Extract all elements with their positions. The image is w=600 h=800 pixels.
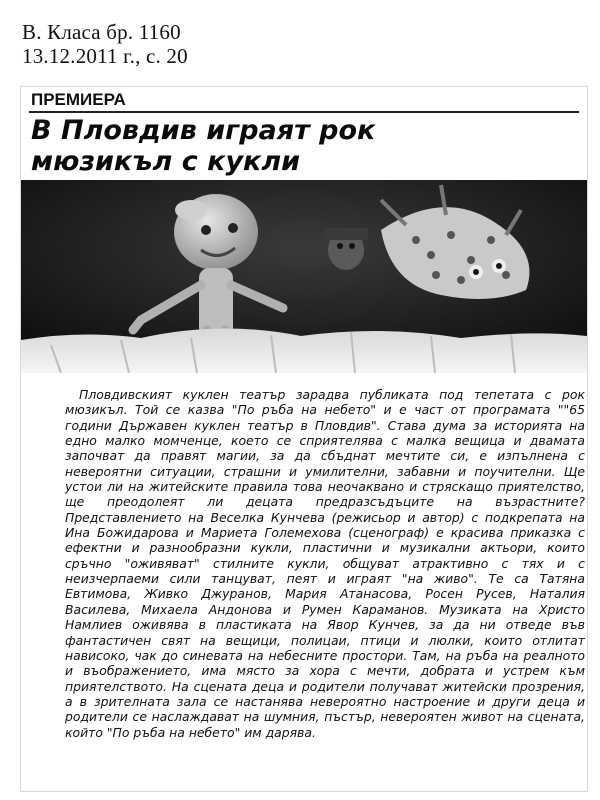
article-clipping <box>20 86 588 792</box>
source-publication: В. Класа бр. 1160 <box>22 20 181 44</box>
puppet-photo <box>21 180 587 373</box>
article-rubric: ПРЕМИЕРА <box>31 90 126 109</box>
source-date-page: 13.12.2011 г., с. 20 <box>22 44 188 68</box>
headline-line-1: В Пловдив играят рок <box>31 115 376 146</box>
headline-line-2: мюзикъл с кукли <box>31 146 301 177</box>
rubric-divider <box>29 111 579 113</box>
article-body: Пловдивският куклен театър зарадва публиката под тепетата с рок мюзикъл. Той се казва "По ръба на небето" и е част от програмата ""65 години Държавен куклен театър в Пловдив". Става дума за историята на едно малко момченце, което се сприятелява с малка вещица и двамата започват да правят магии, за да сбъднат мечтите си, е изпълнена с невероятни ситуации, страшни и умилителни, забавни и поучителни. Ще устои ли на житейските правила това неочаквано и стряскащо приятелство, ще преодолеят ли децата предразсъдъците на възрастните? Представлението на Веселка Кунчева (режисьор и автор) с подкрепата на Ина Божидарова и Мариета Големехова (сценограф) е красива приказка с ефектни и разнообразни кукли, пластични и музикални актьори, които сръчно "оживяват" стилните кукли, общуват атрактивно с тях и с неизчерпаеми сили танцуват, пеят и играят "на живо". Те са Татяна Евтимова, Живко Джуранов, Мария Атанасова, Росен Русев, Наталия Василева, Михаела Андонова и Румен Караманов. Музиката на Христо Намлиев оживява в пластиката на Явор Кунчев, за да ни отведе във фантастичен свят на вещици, полицаи, птици и люлки, които отлитат нависоко, чак до синевата на небесните простори. Там, на ръба на реалното и въображението, има място за хора с мечти, добрата и устрем към приятелството. На сцената деца и родители получават житейски прозрения, а в зрителната зала се настанява невероятно настроение и други деца и родители се наслаждават на шумния, пъстър, невероятен живот на сцената, който "По ръба на небето" им дарява. <box>65 387 585 740</box>
article-headline <box>31 115 571 177</box>
source-citation <box>22 20 188 68</box>
puppet-photo-icon <box>21 180 587 373</box>
